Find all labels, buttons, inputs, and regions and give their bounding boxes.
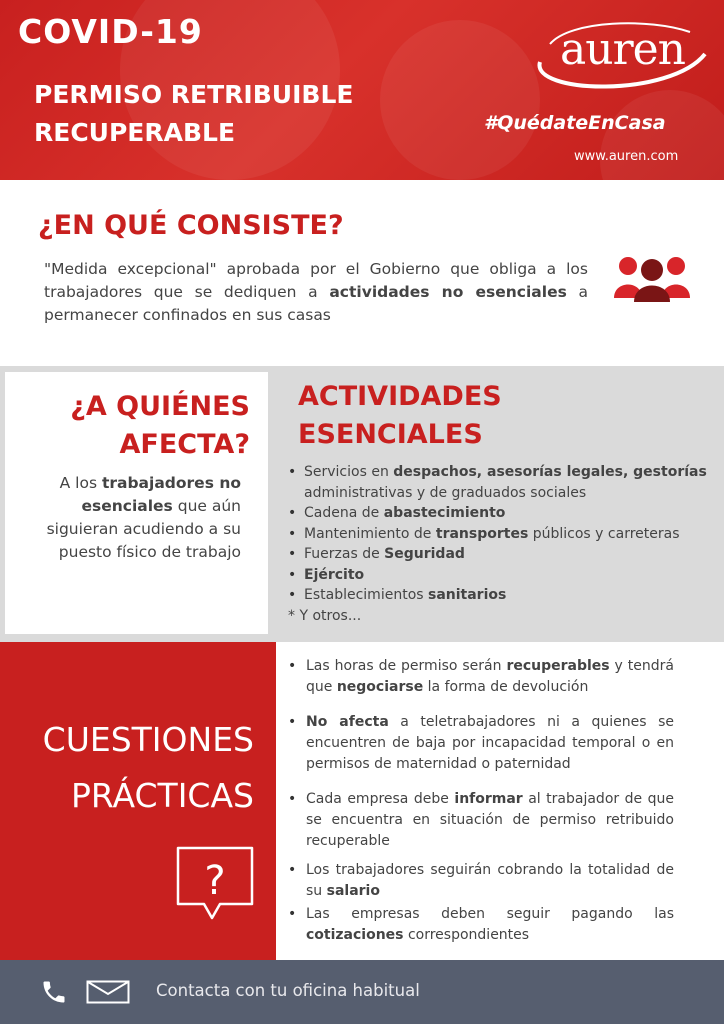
covid-title: COVID-19 <box>18 12 203 51</box>
cuestiones-panel <box>0 642 276 960</box>
cuestiones-title: CUESTIONES PRÁCTICAS <box>42 720 254 815</box>
section-consiste <box>0 180 724 366</box>
list-item: • Ejército <box>288 565 708 586</box>
list-item: • Las empresas deben seguir pagando las cotizaciones correspondientes <box>288 904 674 946</box>
cuestiones-list <box>288 656 674 946</box>
mail-icon[interactable] <box>86 980 130 1004</box>
section-afecta-esenciales <box>0 366 724 642</box>
afecta-text: A los trabajadores no esenciales que aún siguieran acudiendo a su puesto físico de trabajo <box>46 474 241 561</box>
list-item: • Mantenimiento de transportes públicos y carreteras <box>288 524 708 545</box>
svg-text:?: ? <box>204 858 226 904</box>
auren-logo: auren <box>530 14 710 94</box>
list-item: • Servicios en despachos, asesorías legales, gestorías administrativas y de graduados sociales <box>288 462 708 503</box>
list-item: • Establecimientos sanitarios <box>288 585 708 606</box>
list-item: • No afecta a teletrabajadores ni a quienes se encuentren de baja por incapacidad temporal o en permisos de maternidad o paternidad <box>288 712 674 775</box>
list-item: • Cada empresa debe informar al trabajador de que se encuentra en situación de permiso retribuido recuperable <box>288 789 674 852</box>
people-icon <box>612 250 692 302</box>
section-cuestiones <box>0 642 724 960</box>
list-item: • Las horas de permiso serán recuperables y tendrá que negociarse la forma de devolución <box>288 656 674 698</box>
afecta-title: ¿A QUIÉNES AFECTA? <box>70 391 250 460</box>
esenciales-title: ACTIVIDADES ESENCIALES <box>298 381 502 450</box>
list-item: • Cadena de abastecimiento <box>288 503 708 524</box>
list-item: • Los trabajadores seguirán cobrando la totalidad de su salario <box>288 860 674 902</box>
consiste-text: "Medida excepcional" aprobada por el Gobierno que obliga a los trabajadores que se dediquen a actividades no esenciales a permanecer confinados en sus casas <box>44 260 588 324</box>
footer-bar <box>0 960 724 1024</box>
website-link[interactable]: www.auren.com <box>574 149 679 164</box>
esenciales-list <box>288 462 708 606</box>
contact-text: Contacta con tu oficina habitual <box>156 981 420 1000</box>
phone-icon[interactable] <box>40 978 68 1006</box>
header-banner <box>0 0 724 180</box>
permiso-title: PERMISO RETRIBUIBLE RECUPERABLE <box>34 80 354 147</box>
afecta-card <box>5 372 268 634</box>
otros-note: * Y otros... <box>288 608 362 624</box>
consiste-title: ¿EN QUÉ CONSISTE? <box>38 210 344 241</box>
list-item: • Fuerzas de Seguridad <box>288 544 708 565</box>
question-bubble-icon <box>170 842 260 928</box>
hashtag: #QuédateEnCasa <box>484 112 666 134</box>
